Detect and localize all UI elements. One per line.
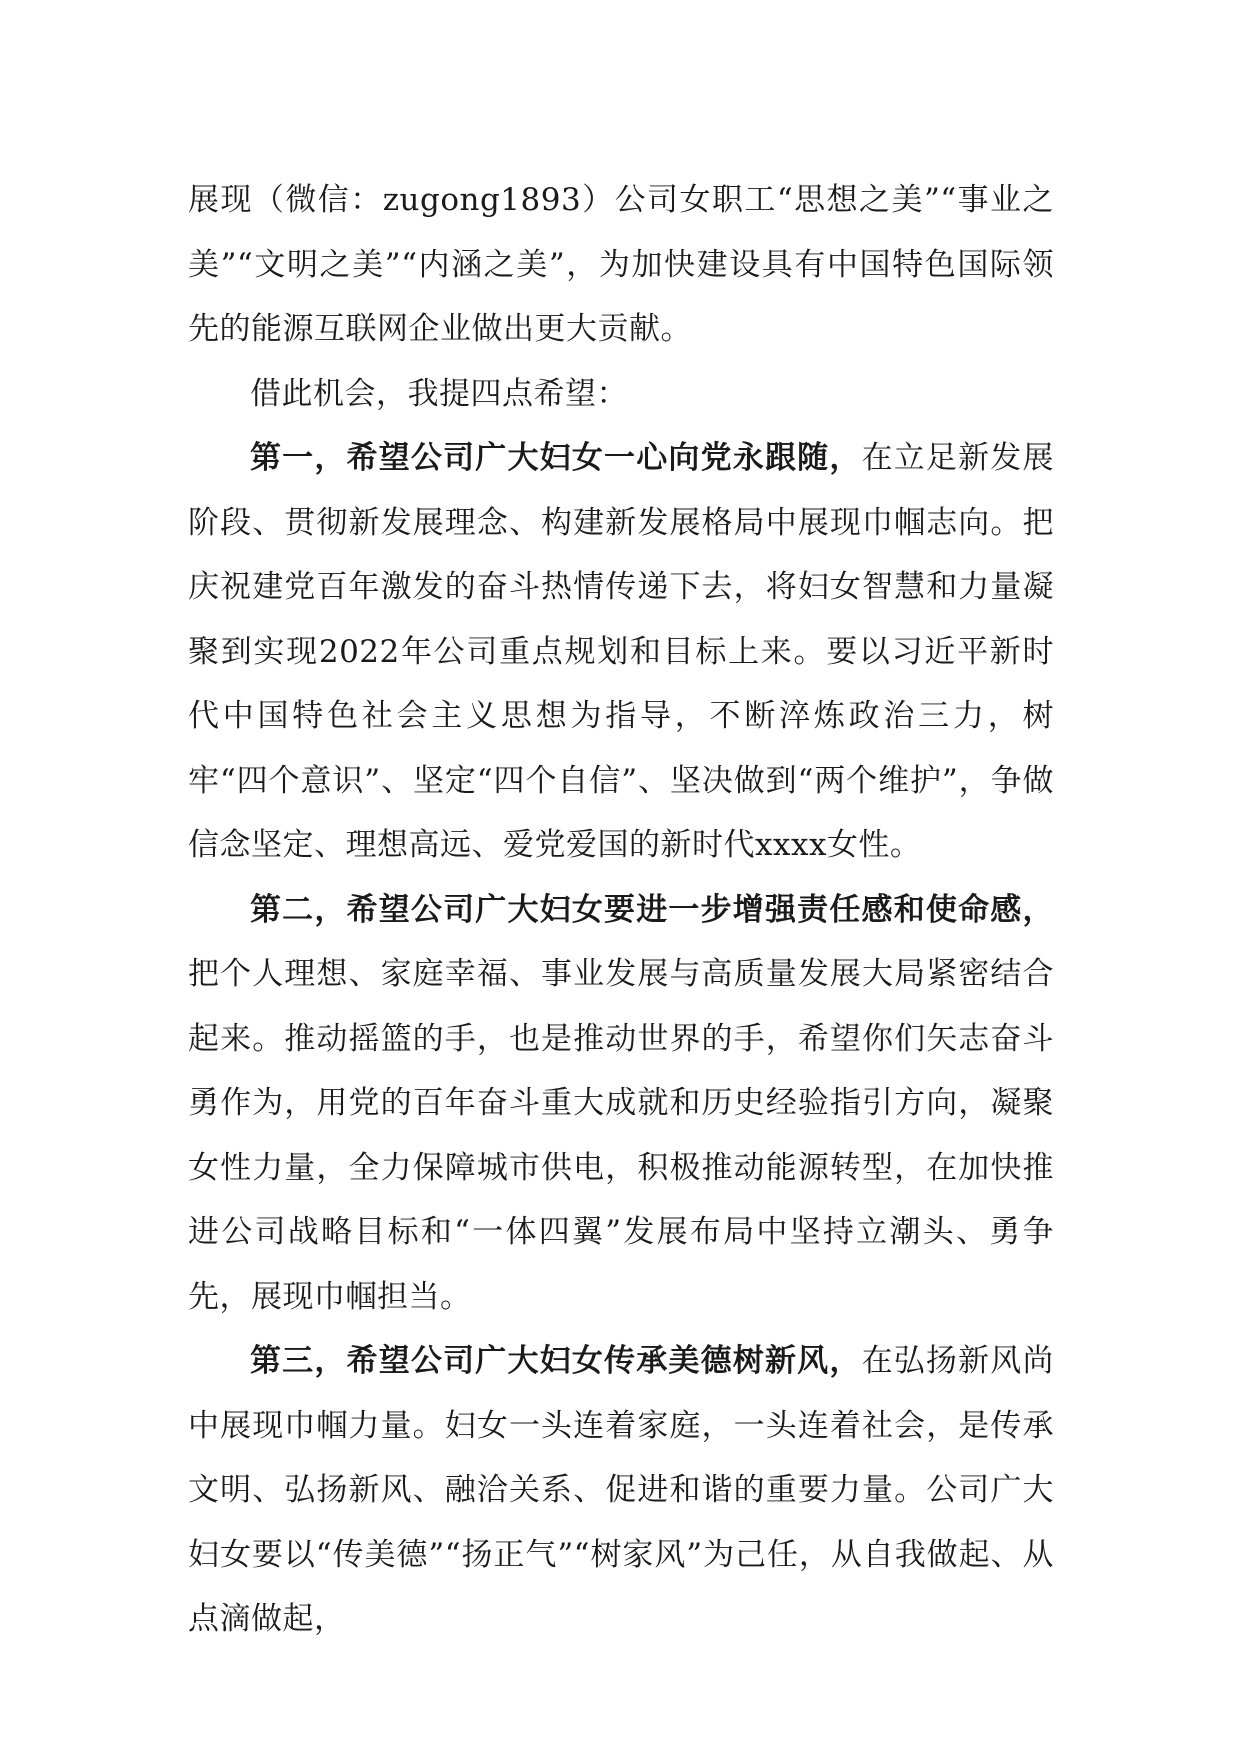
paragraph-text: 把个人理想、家庭幸福、事业发展与高质量发展大局紧密结合起来。推动摇篮的手，也是推动世界的手，希望你们矢志奋斗勇作为，用党的百年奋斗重大成就和历史经验指引方向，凝聚女性力量，全力保障城市供电，积极推动能源转型，在加快推进公司战略目标和“一体四翼”发展布局中坚持立潮头、勇争先，展现巾帼担当。 bbox=[188, 956, 1054, 1315]
paragraph-text: 展现（微信：zugong1893）公司女职工“思想之美”“事业之美”“文明之美”“内涵之美”，为加快建设具有中国特色国际领先的能源互联网企业做出更大贡献。 bbox=[188, 182, 1054, 347]
document-page bbox=[188, 168, 1054, 1652]
paragraph-intro bbox=[188, 362, 1054, 427]
paragraph-hope-2 bbox=[188, 878, 1054, 1330]
paragraph-bold-lead: 第二，希望公司广大妇女要进一步增强责任感和使命感， bbox=[250, 891, 1054, 928]
paragraph-text: 在立足新发展阶段、贯彻新发展理念、构建新发展格局中展现巾帼志向。把庆祝建党百年激发的奋斗热情传递下去，将妇女智慧和力量凝聚到实现2022年公司重点规划和目标上来。要以习近平新时代中国特色社会主义思想为指导，不断淬炼政治三力，树牢“四个意识”、坚定“四个自信”、坚决做到“两个维护”，争做信念坚定、理想高远、爱党爱国的新时代xxxx女性。 bbox=[188, 440, 1054, 863]
paragraph-continuation bbox=[188, 168, 1054, 362]
paragraph-text: 在弘扬新风尚中展现巾帼力量。妇女一头连着家庭，一头连着社会，是传承文明、弘扬新风、融洽关系、促进和谐的重要力量。公司广大妇女要以“传美德”“扬正气”“树家风”为己任，从自我做起、从点滴做起， bbox=[188, 1343, 1054, 1637]
paragraph-hope-3 bbox=[188, 1329, 1054, 1652]
paragraph-text: 借此机会，我提四点希望： bbox=[250, 375, 628, 412]
paragraph-hope-1 bbox=[188, 426, 1054, 878]
paragraph-bold-lead: 第一，希望公司广大妇女一心向党永跟随， bbox=[250, 440, 862, 476]
paragraph-bold-lead: 第三，希望公司广大妇女传承美德树新风， bbox=[250, 1343, 862, 1379]
